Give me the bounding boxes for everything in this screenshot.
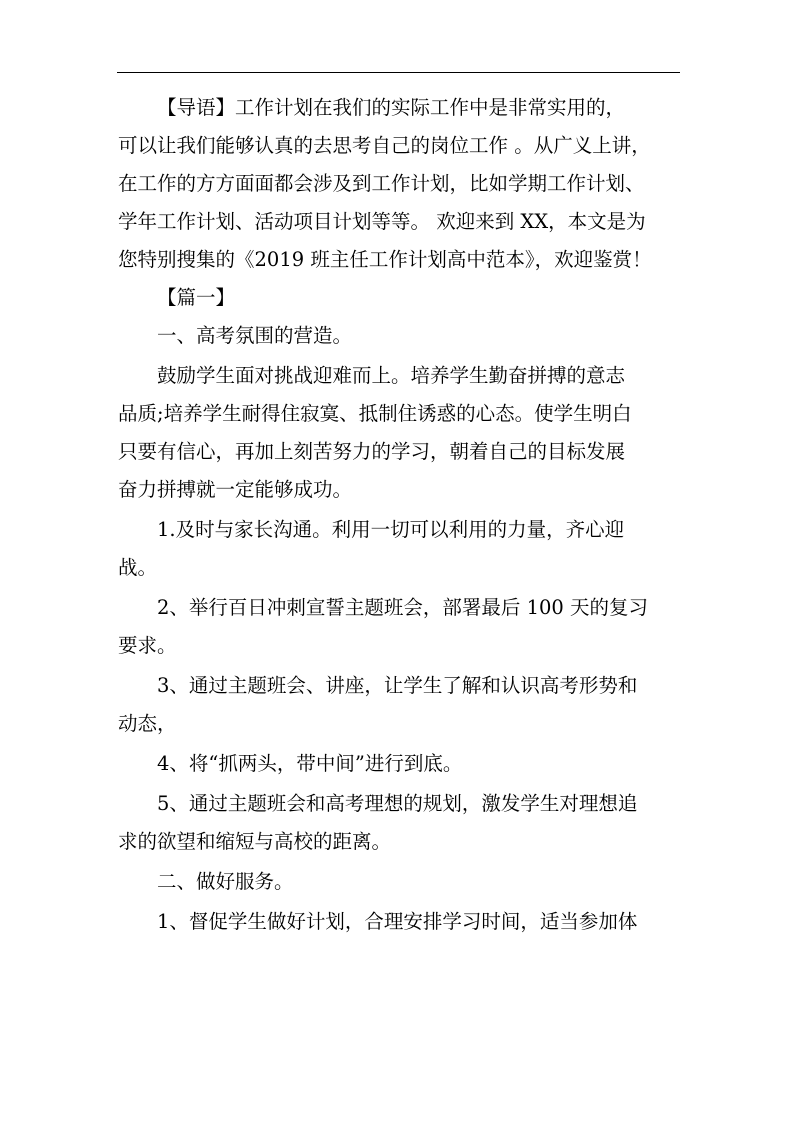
text-line: 奋力拼搏就一定能够成功。: [118, 478, 353, 501]
intro-paragraph: [118, 89, 680, 279]
text-line: 战。: [118, 556, 158, 579]
text-line: 3、通过主题班会、讲座，让学生了解和认识高考形势和: [157, 674, 638, 697]
text-line: 在工作的方方面面都会涉及到工作计划，比如学期工作计划、: [118, 172, 645, 195]
text-line: 5、通过主题班会和高考理想的规划，激发学生对理想追: [157, 792, 638, 815]
text-line: 要求。: [118, 634, 177, 657]
text-line: 【导语】工作计划在我们的实际工作中是非常实用的，: [157, 96, 626, 119]
list-item: [118, 511, 680, 587]
section-title: [118, 279, 680, 317]
document-body: [118, 89, 680, 941]
text-line: 求的欲望和缩短与高校的距离。: [118, 830, 392, 853]
heading-two: [118, 863, 680, 901]
text-line: 动态，: [118, 712, 177, 735]
header-rule: [117, 72, 680, 73]
text-line: 您特别搜集的《2019 班主任工作计划高中范本》，欢迎鉴赏！: [118, 248, 652, 271]
section-title-text: 【篇一】: [157, 286, 236, 309]
text-line: 4、将“抓两头，带中间”进行到底。: [157, 752, 463, 775]
text-line: 品质;培养学生耐得住寂寞、抵制住诱惑的心态。使学生明白: [118, 402, 632, 425]
text-line: 学年工作计划、活动项目计划等等。 欢迎来到 XX，本文是为: [118, 210, 646, 233]
text-line: 1、督促学生做好计划，合理安排学习时间，适当参加体: [157, 910, 638, 933]
heading-text: 二、做好服务。: [157, 870, 294, 893]
text-line: 2、举行百日冲刺宣誓主题班会，部署最后 100 天的复习: [157, 596, 649, 619]
list-item: [118, 745, 680, 783]
list-item: [118, 589, 680, 665]
text-line: 只要有信心，再加上刻苦努力的学习，朝着自己的目标发展: [118, 440, 626, 463]
text-line: 鼓励学生面对挑战迎难而上。培养学生勤奋拼搏的意志: [157, 364, 626, 387]
text-line: 1.及时与家长沟通。利用一切可以利用的力量，齐心迎: [157, 518, 625, 541]
list-item: [118, 785, 680, 861]
text-line: 可以让我们能够认真的去思考自己的岗位工作 。从广义上讲，: [118, 134, 651, 157]
list-item: [118, 667, 680, 743]
list-item: [118, 903, 680, 941]
heading-text: 一、高考氛围的营造。: [157, 324, 353, 347]
encourage-paragraph: [118, 357, 680, 509]
heading-one: [118, 317, 680, 355]
